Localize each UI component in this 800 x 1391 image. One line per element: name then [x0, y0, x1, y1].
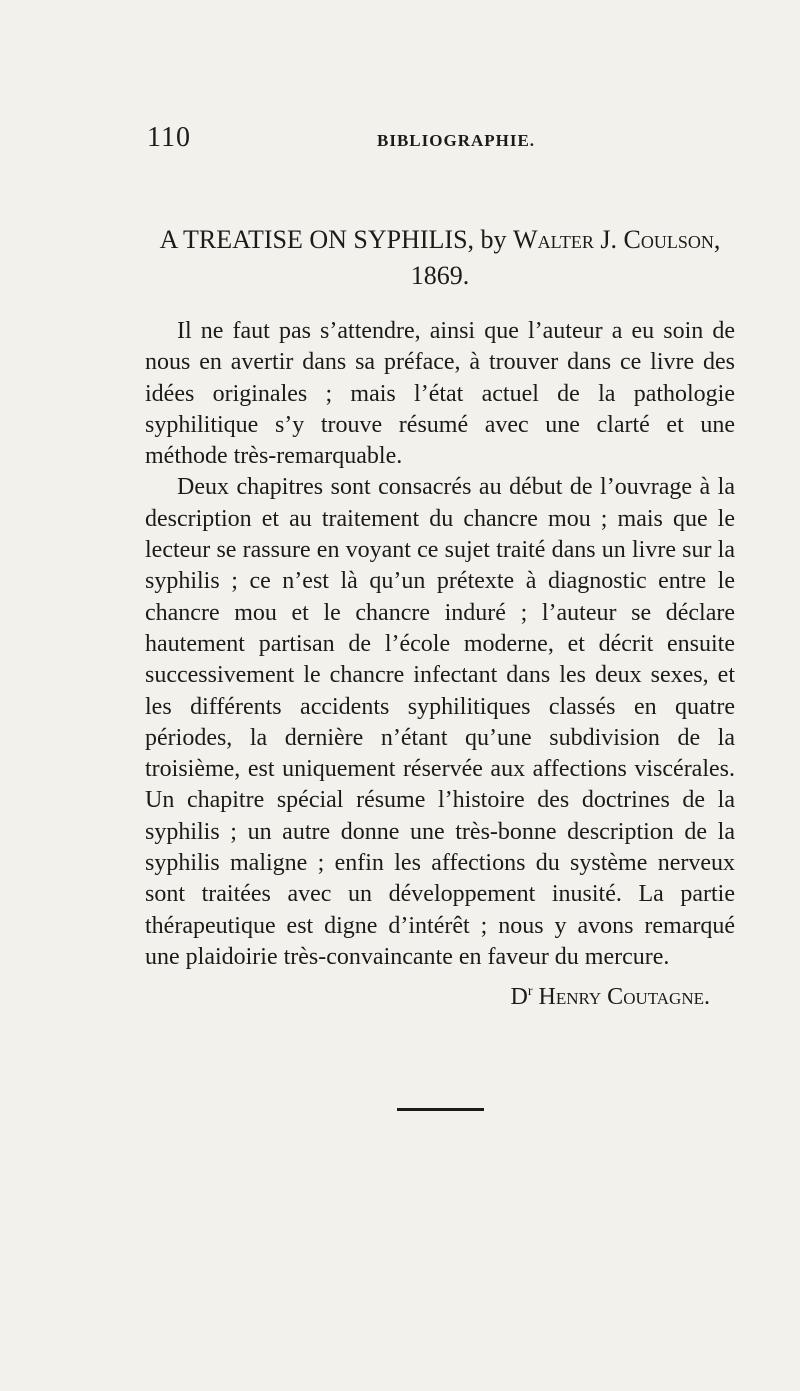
review-body [145, 316, 735, 973]
signature-title-sup: r [527, 984, 533, 999]
treatise-author: Walter J. Coulson, [513, 225, 721, 254]
running-title: BIBLIOGRAPHIE. [377, 131, 536, 150]
running-head [145, 118, 735, 158]
section-divider [397, 1108, 484, 1111]
signature-name: Henry Coutagne. [538, 984, 710, 1010]
article-heading [145, 222, 735, 294]
paragraph: Il ne faut pas s’attendre, ainsi que l’auteur a eu soin de nous en avertir dans sa préface, à trouver dans ce livre des idées originales ; mais l’état actuel de la pathologie syphilitique s’y trouve résumé avec une clarté et une méthode très-remarquable. [145, 318, 735, 470]
title-by: by [480, 225, 507, 254]
signature [145, 984, 710, 1011]
paragraph: Deux chapitres sont consacrés au début de l’ouvrage à la description et au traitement du chancre mou ; mais que le lecteur se rassure en voyant ce sujet traité dans un livre sur la syphilis ; ce n’est là qu’un prétexte à diagnostic entre le chancre mou et le chancre induré ; l’auteur se déclare hautement partisan de l’école moderne, et décrit ensuite successivement le chancre infectant dans les deux sexes, et les différents accidents syphilitiques classés en quatre périodes, la dernière n’étant qu’une subdivision de la troisième, est uniquement réservée aux affections viscérales. Un chapitre spécial résume l’histoire des doctrines de la syphilis ; un autre donne une très-bonne description de la syphilis maligne ; enfin les affections du système nerveux sont traitées avec un développement inusité. La partie thérapeutique est digne d’intérêt ; nous y avons remarqué une plaidoirie très-convaincante en faveur du mercure. [145, 474, 735, 970]
signature-title: D [510, 984, 528, 1010]
treatise-year: 1869. [410, 261, 470, 290]
page-number: 110 [147, 122, 191, 153]
treatise-title: A TREATISE ON SYPHILIS, [159, 225, 475, 254]
